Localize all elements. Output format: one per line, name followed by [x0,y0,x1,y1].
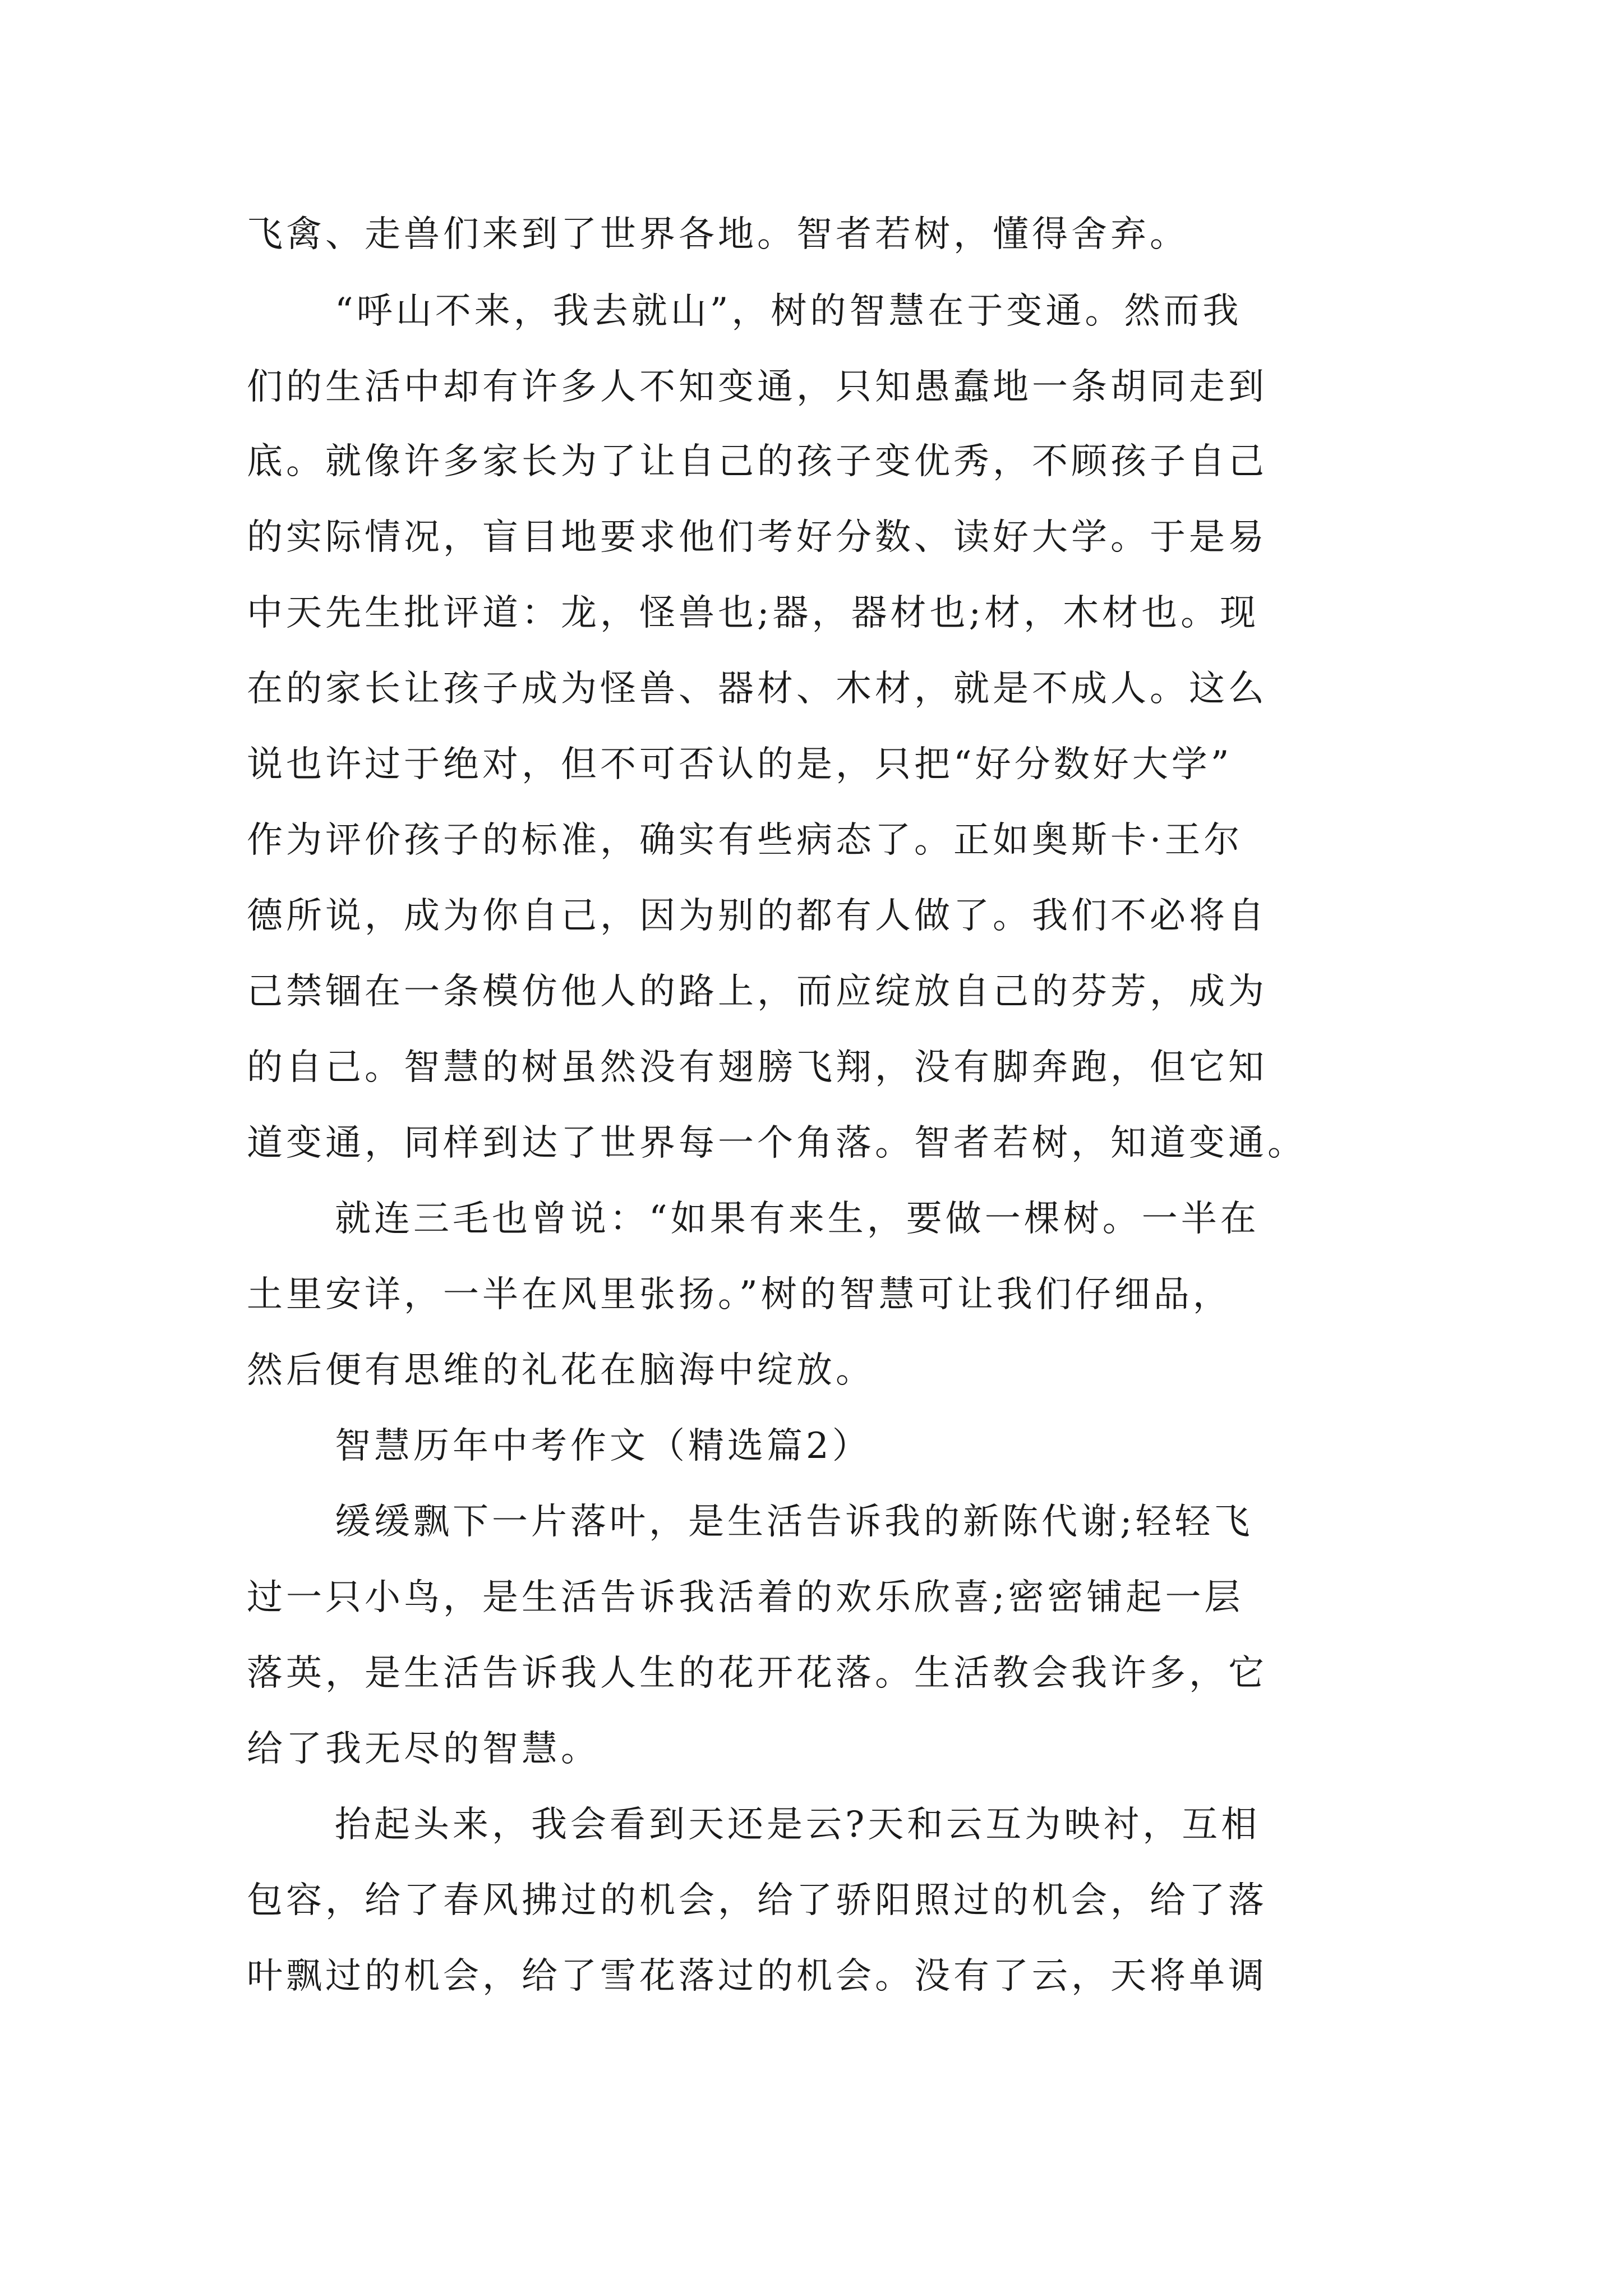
text-line: 然后便有思维的礼花在脑海中绽放。 [247,1350,875,1391]
text-line: 包容，给了春风拂过的机会，给了骄阳照过的机会，给了落 [247,1880,1267,1921]
text-line: 说也许过于绝对，但不可否认的是，只把“好分数好大学” [247,744,1233,785]
text-line: 叶飘过的机会，给了雪花落过的机会。没有了云，天将单调 [247,1955,1267,1997]
text-line: 底。就像许多家长为了让自己的孩子变优秀，不顾孩子自己 [247,441,1267,482]
text-line: 德所说，成为你自己，因为别的都有人做了。我们不必将自 [247,895,1267,937]
text-line: 飞禽、走兽们来到了世界各地。智者若树，懂得舍弃。 [247,214,1189,255]
paragraph-start-line: 抬起头来，我会看到天还是云?天和云互为映衬，互相 [335,1804,1261,1846]
text-line: 己禁锢在一条模仿他人的路上，而应绽放自己的芬芳，成为 [247,971,1267,1013]
section-heading: 智慧历年中考作文（精选篇2） [335,1425,872,1467]
paragraph-start-line: “呼山不来，我去就山”，树的智慧在于变通。然而我 [335,291,1242,332]
paragraph-start-line: 缓缓飘下一片落叶，是生活告诉我的新陈代谢;轻轻飞 [335,1501,1253,1543]
text-line: 落英，是生活告诉我人生的花开花落。生活教会我许多，它 [247,1653,1267,1694]
text-line: 道变通，同样到达了世界每一个角落。智者若树，知道变通。 [247,1122,1307,1164]
text-line: 给了我无尽的智慧。 [247,1728,600,1770]
text-line: 的实际情况，盲目地要求他们考好分数、读好大学。于是易 [247,517,1267,558]
text-line: 土里安详，一半在风里张扬。”树的智慧可让我们仔细品， [247,1274,1232,1315]
text-line: 们的生活中却有许多人不知变通，只知愚蠢地一条胡同走到 [247,366,1267,408]
text-line: 在的家长让孩子成为怪兽、器材、木材，就是不成人。这么 [247,668,1267,710]
text-line: 中天先生批评道：龙，怪兽也;器，器材也;材，木材也。现 [247,592,1260,634]
text-line: 作为评价孩子的标准，确实有些病态了。正如奥斯卡·王尔 [247,820,1243,861]
paragraph-start-line: 就连三毛也曾说：“如果有来生，要做一棵树。一半在 [335,1198,1260,1240]
text-line: 的自己。智慧的树虽然没有翅膀飞翔，没有脚奔跑，但它知 [247,1047,1267,1088]
text-line: 过一只小鸟，是生活告诉我活着的欢乐欣喜;密密铺起一层 [247,1577,1244,1618]
